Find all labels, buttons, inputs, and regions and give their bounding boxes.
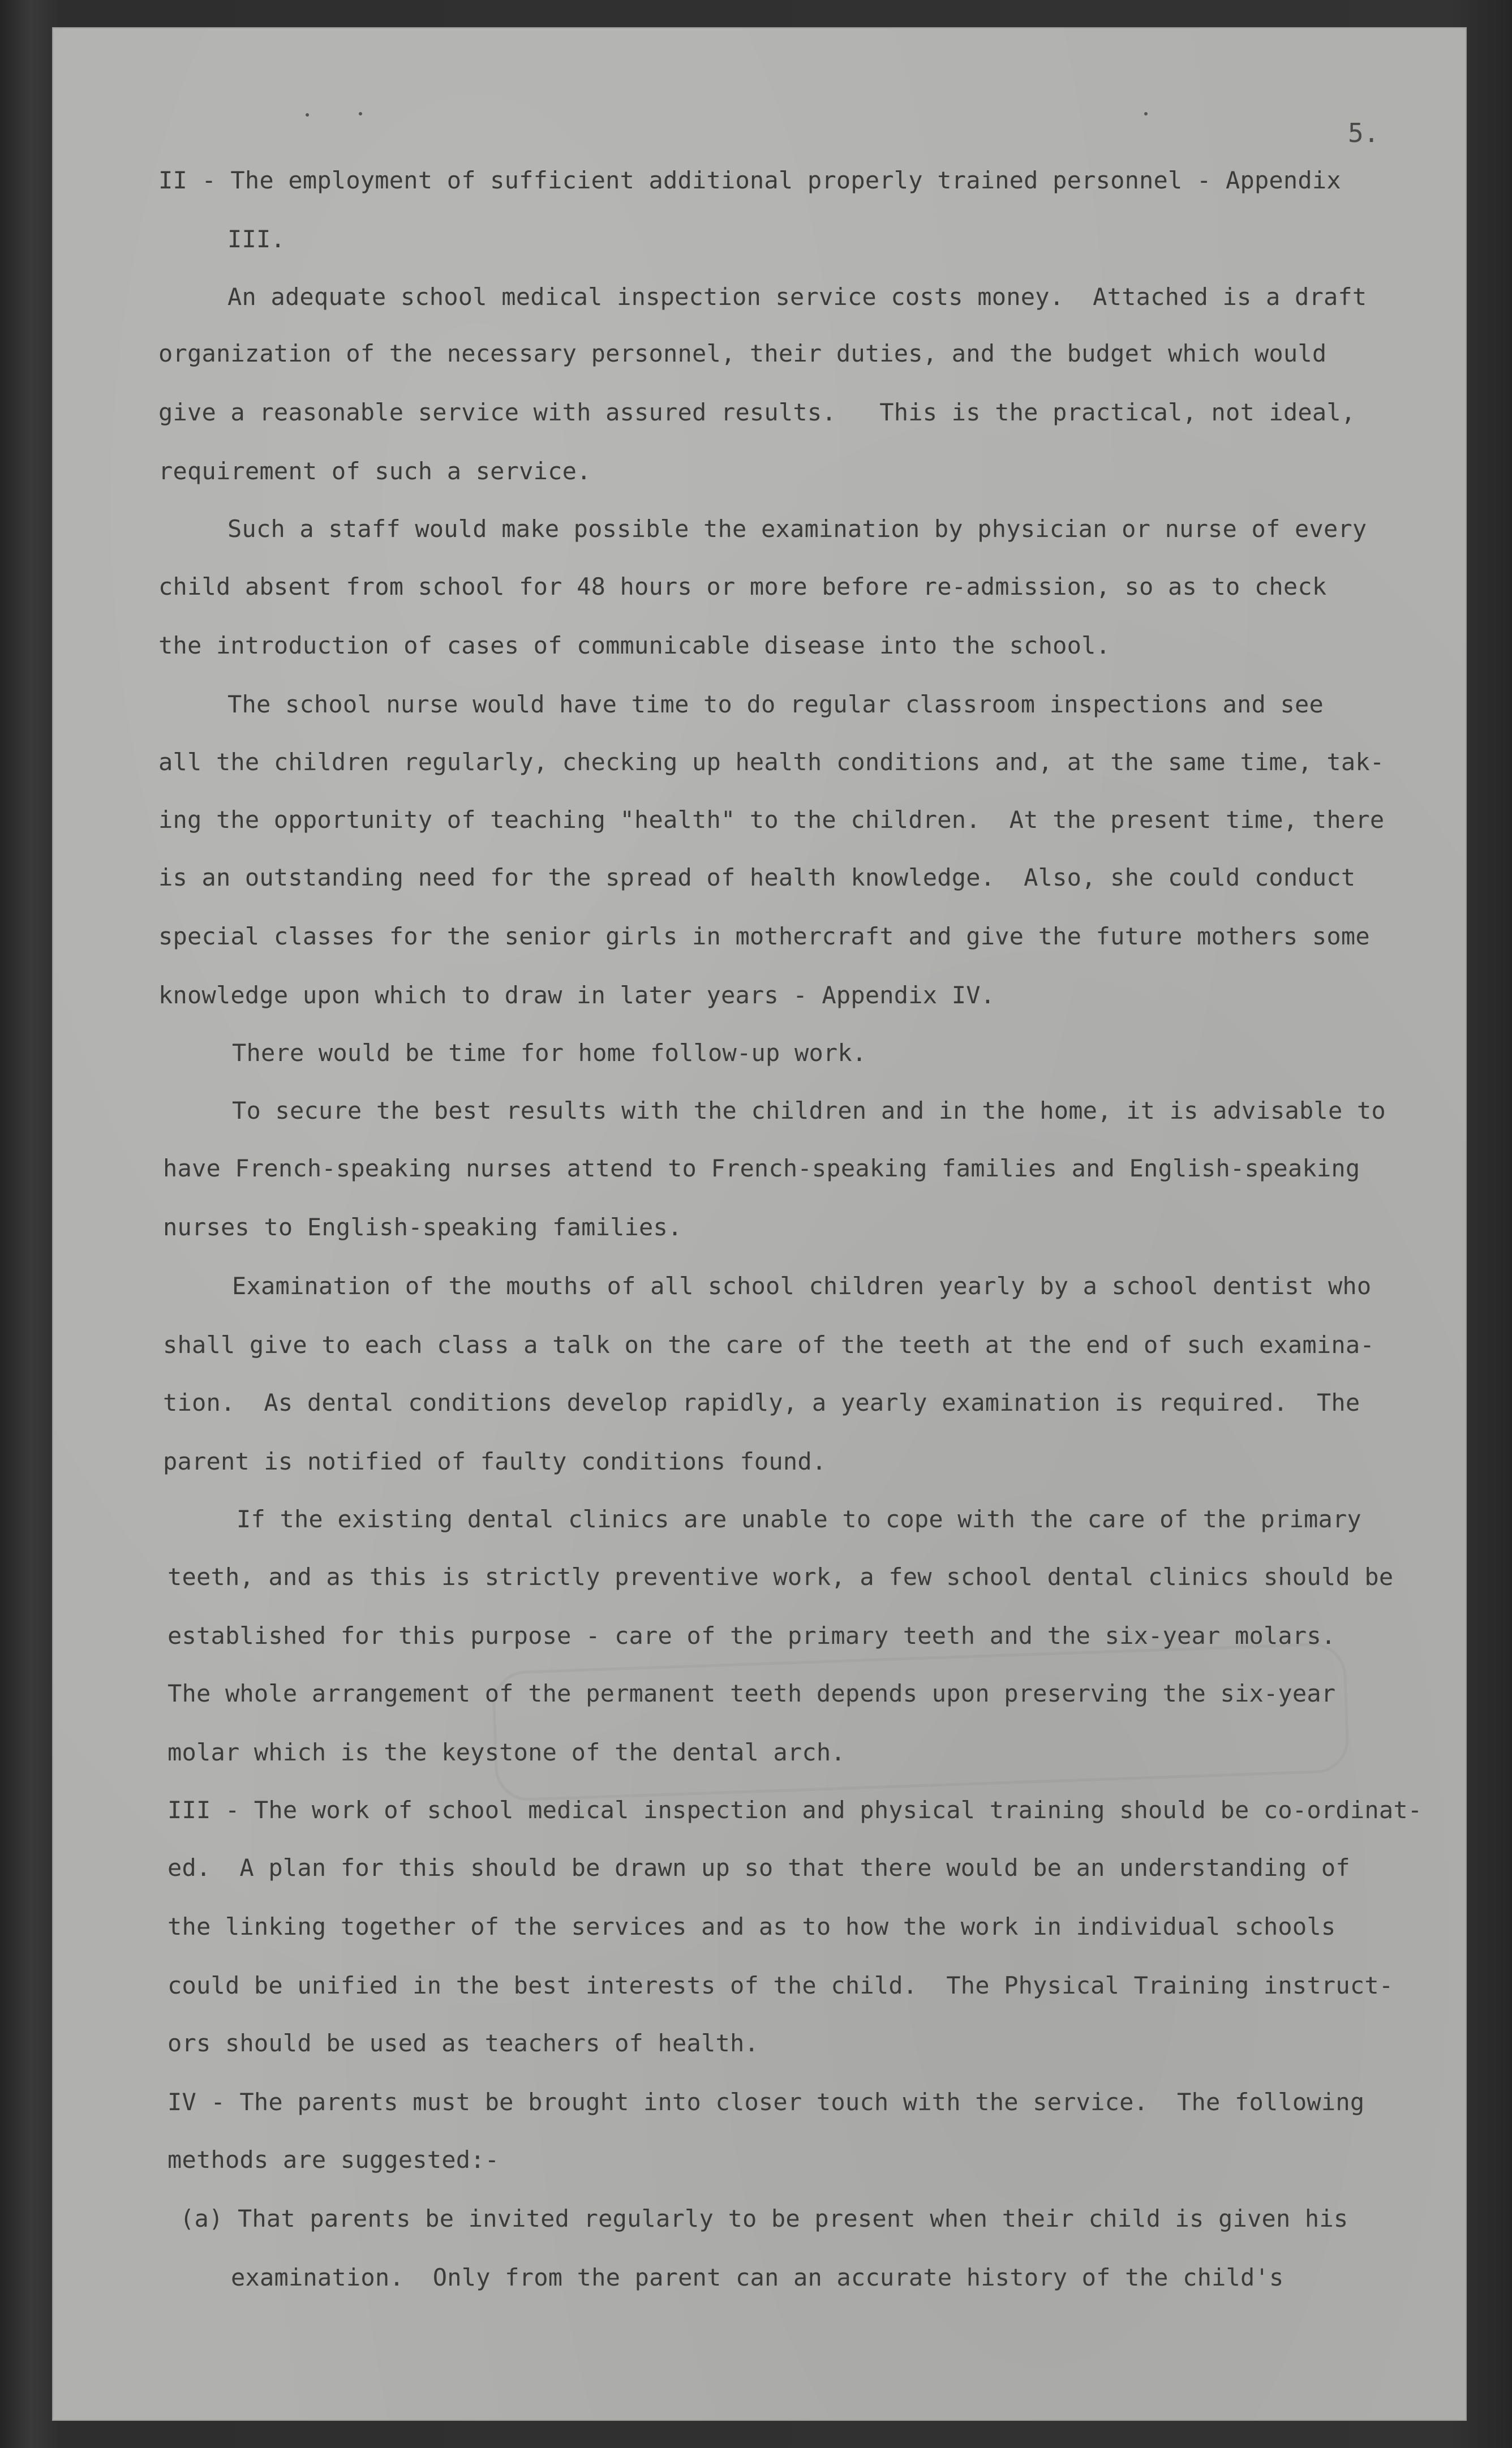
paper-speck [306,113,309,117]
text-line: established for this purpose - care of the primary teeth and the six-year molars. [167,1622,1336,1650]
document-page [52,27,1467,2421]
text-line: tion. As dental conditions develop rapidly, a yearly examination is required. The [163,1389,1360,1416]
text-line: special classes for the senior girls in mothercraft and give the future mothers some [158,922,1370,950]
text-line: give a reasonable service with assured results. This is the practical, not ideal, [158,398,1356,426]
text-line: all the children regularly, checking up health conditions and, at the same time, tak- [158,748,1385,776]
text-line: ed. A plan for this should be drawn up so that there would be an understanding of [167,1854,1350,1882]
text-line: ing the opportunity of teaching "health" to the children. At the present time, there [158,806,1385,834]
paper-speck [1144,112,1148,115]
text-line: III. [227,225,285,253]
text-line: organization of the necessary personnel, their duties, and the budget which would [158,340,1327,367]
text-line: parent is notified of faulty conditions found. [163,1448,827,1475]
text-line: The whole arrangement of the permanent teeth depends upon preserving the six-year [167,1680,1336,1707]
text-line: could be unified in the best interests of the child. The Physical Training instruct- [167,1972,1394,1999]
text-line: methods are suggested:- [167,2146,500,2174]
text-line: shall give to each class a talk on the care of the teeth at the end of such examina- [163,1331,1374,1359]
text-line: requirement of such a service. [158,457,591,485]
text-line: is an outstanding need for the spread of health knowledge. Also, she could conduct [158,864,1356,891]
text-line: nurses to English-speaking families. [163,1213,682,1241]
text-line: An adequate school medical inspection service costs money. Attached is a draft [227,283,1367,311]
text-line: IV - The parents must be brought into closer touch with the service. The following [167,2088,1365,2116]
text-line: the introduction of cases of communicable disease into the school. [158,632,1111,659]
text-line: knowledge upon which to draw in later years - Appendix IV. [158,981,995,1009]
text-line: III - The work of school medical inspection and physical training should be co-ordinat- [167,1796,1423,1824]
text-line: have French-speaking nurses attend to French-speaking families and English-speaking [163,1154,1360,1182]
faded-stamp [491,1642,1350,1802]
text-line: ors should be used as teachers of health. [167,2029,759,2057]
text-line: To secure the best results with the children and in the home, it is advisable to [232,1097,1386,1124]
text-line: II - The employment of sufficient additional properly trained personnel - Appendix [158,166,1341,194]
text-line: molar which is the keystone of the dental arch. [167,1738,845,1766]
text-line: teeth, and as this is strictly preventive work, a few school dental clinics should be [167,1563,1394,1591]
text-line: There would be time for home follow-up work. [232,1039,867,1067]
paper-speck [359,112,362,115]
text-line: If the existing dental clinics are unable to cope with the care of the primary [237,1505,1361,1533]
text-line: child absent from school for 48 hours or more before re-admission, so as to check [158,573,1327,600]
text-line: The school nurse would have time to do regular classroom inspections and see [227,690,1324,718]
text-line: (a) That parents be invited regularly to be present when their child is given his [180,2205,1348,2232]
text-line: Examination of the mouths of all school children yearly by a school dentist who [232,1272,1372,1300]
text-line: the linking together of the services and as to how the work in individual schools [167,1913,1336,1940]
page-number: 5. [1348,118,1380,148]
text-line: examination. Only from the parent can an accurate history of the child's [231,2264,1284,2291]
text-line: Such a staff would make possible the examination by physician or nurse of every [227,515,1367,543]
